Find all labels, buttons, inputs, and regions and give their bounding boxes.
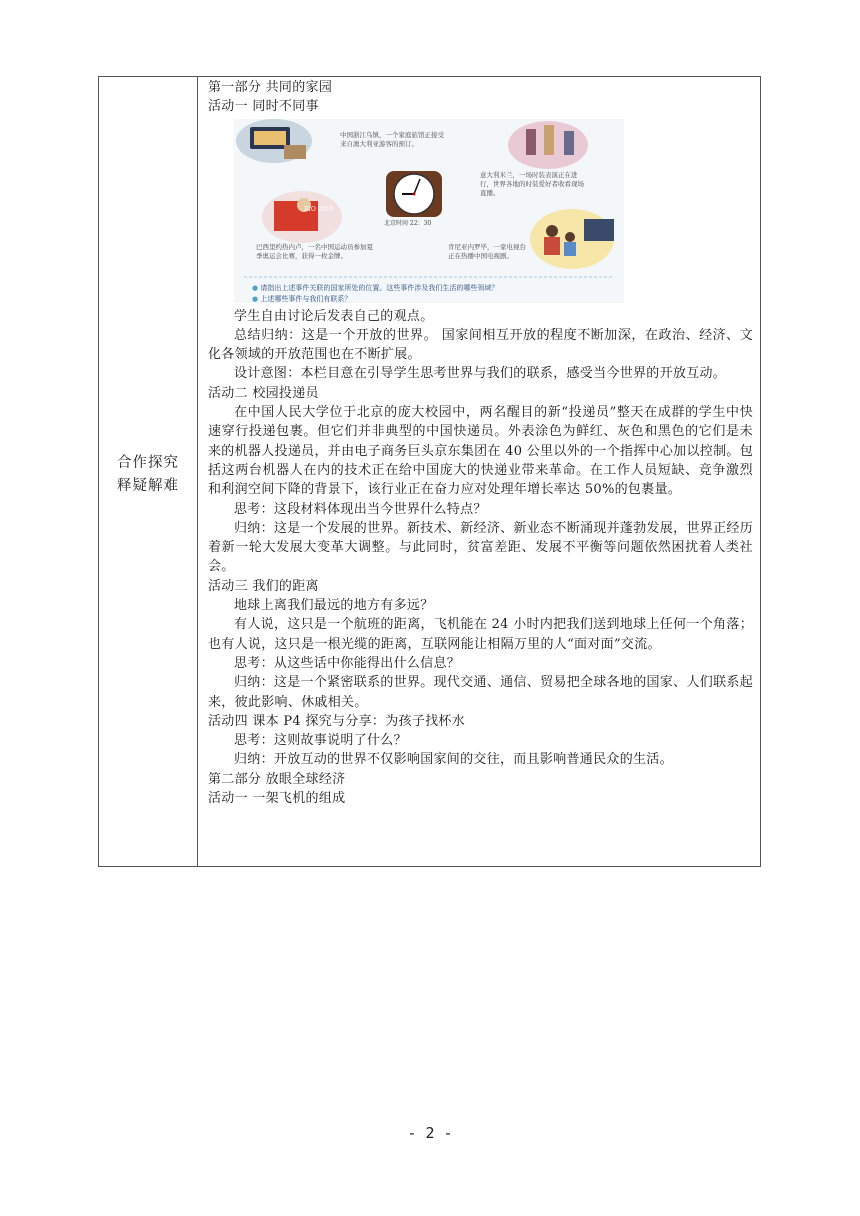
activity4-summary: 归纳：开放互动的世界不仅影响国家间的交往，而且影响普通民众的生活。 [234, 752, 673, 768]
activity3-paragraph: 有人说，这只是一个航班的距离，飞机能在 24 小时内把我们送到地球上任何一个角落；也有人说，这只是一根光缆的距离，互联网能让相隔万里的人“面对面”交流。 [208, 617, 753, 652]
caption-italy: 意大利米兰，一场时装表演正在进行，世界各地的时装爱好者收看现场直播。 [480, 170, 584, 197]
activity3-think: 思考：从这些话中你能得出什么信息？ [234, 655, 461, 671]
activity3-title: 活动三 我们的距离 [208, 578, 319, 594]
summary-paragraph: 总结归纳：这是一个开放的世界。 国家间相互开放的程度不断加深，在政治、经济、文化各领域的开放范围也在不断扩展。 [208, 327, 753, 363]
figure-question1-text: 请指出上述事件关联的国家所处的位置。这些事件涉及我们生活的哪些领域？ [260, 283, 499, 292]
section-label-line1: 合作探究 [117, 455, 179, 471]
part2-title: 第二部分 放眼全球经济 [208, 771, 346, 787]
section-label-line2: 释疑解难 [117, 478, 179, 494]
figure-question2-text: 上述哪些事件与我们有联系？ [260, 294, 352, 303]
design-intent-paragraph: 设计意图：本栏目意在引导学生思考世界与我们的联系，感受当今世界的开放互动。 [234, 366, 727, 382]
activity3-question: 地球上离我们最远的地方有多远？ [234, 598, 434, 614]
part2-activity1-title: 活动一 一架飞机的组成 [208, 791, 346, 807]
clock-label: 北京时间 22：30 [384, 219, 432, 227]
activity2-think: 思考：这段材料体现出当今世界什么特点？ [234, 501, 487, 517]
lesson-table [98, 76, 761, 867]
page-number: - 2 - [407, 1124, 453, 1142]
activity2-summary: 归纳：这是一个发展的世界。新技术、新经济、新业态不断涌现并蓬勃发展，世界正经历着新一轮大发展大变革大调整。与此同时，贫富差距、发展不平衡等问题依然困扰着人类社会。 [208, 520, 753, 575]
figure-question2 [252, 290, 351, 303]
activity2-paragraph: 在中国人民大学位于北京的庞大校园中，两名醒目的新“投递员”整天在成群的学生中快速穿行投递包裹。但它们并非典型的中国快递员。外表涂色为鲜红、灰色和黑色的它们是未来的机器人投递员，并由电子商务巨头京东集团在 40 公里以外的一个指挥中心加以控制。包括这两台机器人在内的技术正在给中国庞大的快递业带来革命。在工作人员短缺、竞争激烈和利润空间下降的背景下，该行业正在奋力应对处理年增长率达 50%的包裹量。 [208, 405, 753, 498]
caption-wuzhen: 中国浙江乌镇，一个家庭旅馆正接受来自澳大利亚游客的预订。 [340, 130, 444, 148]
bullet-icon: ● [252, 294, 259, 303]
caption-kenya: 肯尼亚内罗毕，一家电视台正在热播中国电视剧。 [448, 242, 526, 260]
activity2-title: 活动二 校园投递员 [208, 385, 319, 401]
olympics-text: RIO 2016 [304, 205, 333, 213]
activity3-summary: 归纳：这是一个紧密联系的世界。现代交通、通信、贸易把全球各地的国家、人们联系起来，彼此影响、休戚相关。 [208, 675, 753, 710]
activity4-title: 活动四 课本 P4 探究与分享：为孩子找杯水 [208, 713, 466, 729]
section-label-cell [99, 77, 198, 866]
activity1-figure [234, 119, 624, 303]
activity1-title: 活动一 同时不同事 [208, 99, 319, 115]
bullet-icon: ● [252, 283, 259, 292]
section-label [99, 452, 197, 498]
caption-brazil: 巴西里约热内卢，一名中国运动员参加夏季奥运会比赛，获得一枚金牌。 [256, 242, 373, 260]
content-cell [208, 78, 753, 808]
activity4-think: 思考：这则故事说明了什么？ [234, 733, 407, 749]
part1-title: 第一部分 共同的家园 [208, 80, 333, 95]
clock-icon [386, 171, 442, 217]
discussion-paragraph: 学生自由讨论后发表自己的观点。 [234, 308, 434, 324]
